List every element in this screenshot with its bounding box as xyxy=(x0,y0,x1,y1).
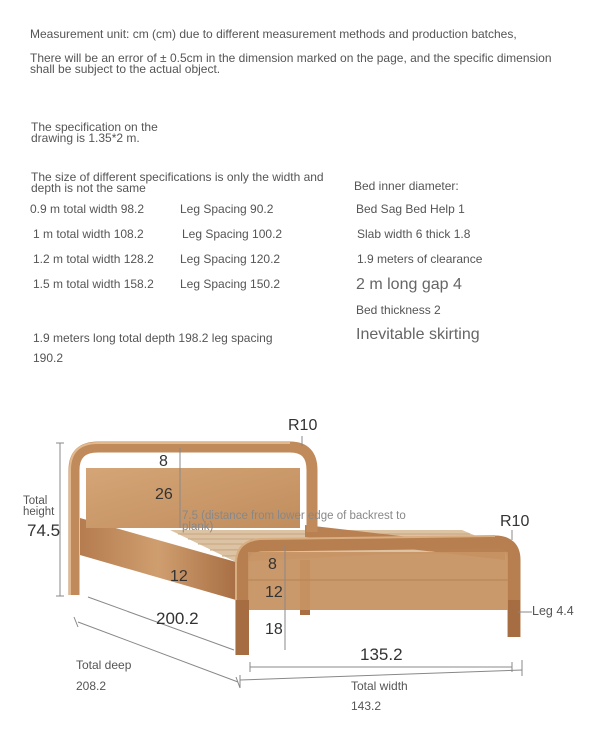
inner-sag: Bed Sag Bed Help 1 xyxy=(356,202,465,216)
head-top-label: 8 xyxy=(159,453,168,470)
foot-leg-left xyxy=(236,600,249,655)
error-tolerance-line: There will be an error of ± 0.5cm in the dimension marked on the page, and the specific dimension shall be subject to the actual object. xyxy=(30,51,552,77)
length-label: 200.2 xyxy=(156,609,199,628)
size-width: 1.2 m total width 128.2 xyxy=(33,252,154,266)
footboard-panel xyxy=(248,552,508,610)
inner-slab: Slab width 6 thick 1.8 xyxy=(357,227,471,241)
size-leg: Leg Spacing 120.2 xyxy=(180,252,281,266)
leg-label: Leg 4.4 xyxy=(532,604,574,618)
inner-skirting: Inevitable skirting xyxy=(356,326,480,343)
total-width-value: 143.2 xyxy=(351,699,382,713)
backrest-note: 7.5 (distance from lower edge of backrest to plank) xyxy=(182,510,406,533)
head-panel-label: 26 xyxy=(155,486,173,503)
measurement-unit-line: Measurement unit: cm (cm) due to different measurement methods and production batches, xyxy=(30,27,517,41)
inner-width-label: 135.2 xyxy=(360,645,403,664)
size-leg: Leg Spacing 100.2 xyxy=(182,227,283,241)
depth-note: 1.9 meters long total depth 198.2 leg spacing 190.2 xyxy=(33,331,273,365)
inner-title: Bed inner diameter: xyxy=(354,179,459,193)
total-deep-value: 208.2 xyxy=(76,679,107,693)
side-rail-height-label: 12 xyxy=(170,568,188,585)
size-width: 1.5 m total width 158.2 xyxy=(33,277,154,291)
total-width-label: Total width xyxy=(351,679,408,693)
r10-head-label: R10 xyxy=(288,417,318,434)
size-leg: Leg Spacing 150.2 xyxy=(180,277,281,291)
foot-top-label: 8 xyxy=(268,556,277,573)
inner-thickness: Bed thickness 2 xyxy=(356,303,441,317)
total-deep-label: Total deep xyxy=(76,658,132,672)
total-height-label: Total height xyxy=(23,495,55,518)
inner-clearance: 1.9 meters of clearance xyxy=(357,252,483,266)
size-note: The size of different specifications is only the width and depth is not the same xyxy=(31,170,324,196)
r10-foot-label: R10 xyxy=(500,513,530,530)
size-width: 0.9 m total width 98.2 xyxy=(30,202,145,216)
total-height-value: 74.5 xyxy=(27,521,61,540)
size-leg: Leg Spacing 90.2 xyxy=(180,202,274,216)
size-width: 1 m total width 108.2 xyxy=(33,227,144,241)
foot-panel-label: 12 xyxy=(265,584,283,601)
foot-leg-right xyxy=(508,600,520,637)
spec-note: The specification on the drawing is 1.35*2 m. xyxy=(31,120,158,146)
inner-gap: 2 m long gap 4 xyxy=(356,276,462,293)
foot-leg-height-label: 18 xyxy=(265,621,283,638)
